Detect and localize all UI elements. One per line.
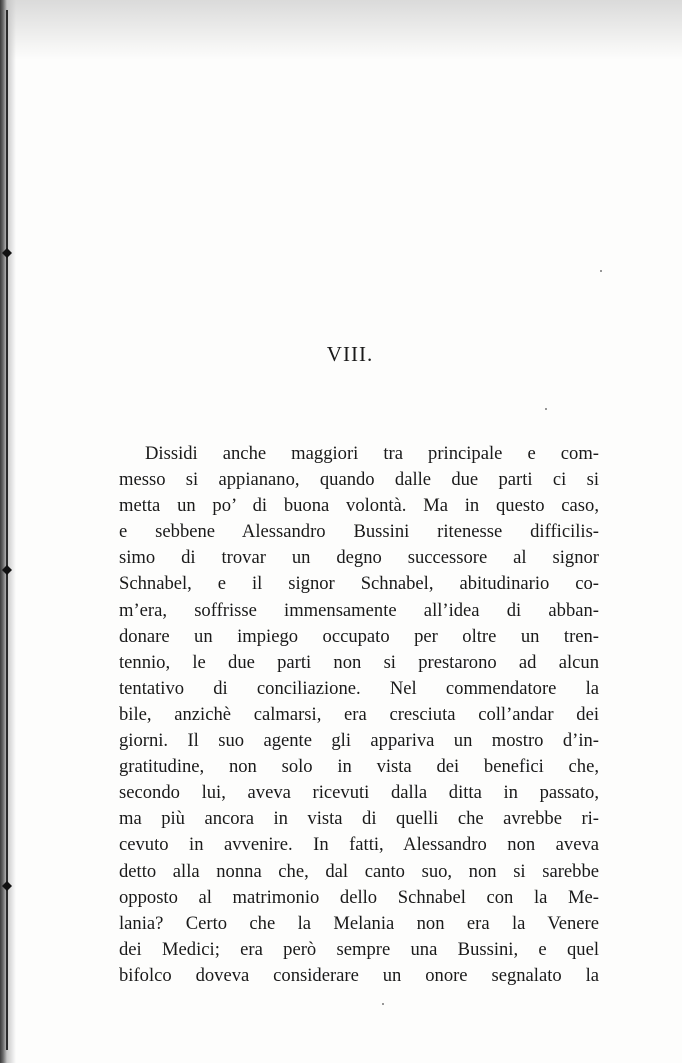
- binding-line: [6, 10, 8, 1050]
- paragraph-line: m’era, soffrisse immensamente all’idea di abban-: [119, 599, 599, 621]
- paragraph-line: lania? Certo che la Melania non era la Venere: [119, 912, 599, 934]
- paragraph-line: cevuto in avvenire. In fatti, Alessandro non aveva: [119, 834, 599, 856]
- paragraph-line: Schnabel, e il signor Schnabel, abitudinario co-: [119, 573, 599, 595]
- paragraph-line: messo si appianano, quando dalle due parti ci si: [119, 469, 599, 491]
- paragraph-line: tennio, le due parti non si prestarono ad alcun: [119, 651, 599, 673]
- paragraph-line: detto alla nonna che, dal canto suo, non si sarebbe: [119, 860, 599, 882]
- page-binding-edge: [0, 0, 16, 1063]
- paragraph-line: metta un po’ di buona volontà. Ma in questo caso,: [119, 495, 599, 517]
- paragraph-line: Dissidi anche maggiori tra principale e com-: [145, 443, 599, 464]
- paper-speck: [545, 408, 547, 410]
- paper-speck: [382, 1003, 384, 1005]
- paragraph-line: donare un impiego occupato per oltre un tren-: [119, 625, 599, 647]
- paragraph-line: ma più ancora in vista di quelli che avrebbe ri-: [119, 808, 599, 830]
- paragraph-line: opposto al matrimonio dello Schnabel con la Me-: [119, 886, 599, 908]
- paragraph-line: gratitudine, non solo in vista dei benefici che,: [119, 756, 599, 778]
- chapter-paragraph: [119, 441, 599, 989]
- chapter-title: VIII.: [326, 342, 374, 366]
- paragraph-line: bifolco doveva considerare un onore segnalato la: [119, 964, 599, 986]
- paragraph-line: giorni. Il suo agente gli appariva un mostro d’in-: [119, 730, 599, 752]
- paragraph-line: bile, anzichè calmarsi, era cresciuta coll’andar dei: [119, 703, 599, 725]
- paragraph-line: simo di trovar un degno successore al signor: [119, 547, 599, 569]
- paragraph-line: dei Medici; era però sempre una Bussini, e quel: [119, 938, 599, 960]
- paragraph-line: e sebbene Alessandro Bussini ritenesse difficilis-: [119, 521, 599, 543]
- paragraph-line: secondo lui, aveva ricevuti dalla ditta in passato,: [119, 782, 599, 804]
- page-top-shadow: [0, 0, 682, 60]
- paragraph-line: tentativo di conciliazione. Nel commendatore la: [119, 677, 599, 699]
- paper-speck: [600, 270, 602, 272]
